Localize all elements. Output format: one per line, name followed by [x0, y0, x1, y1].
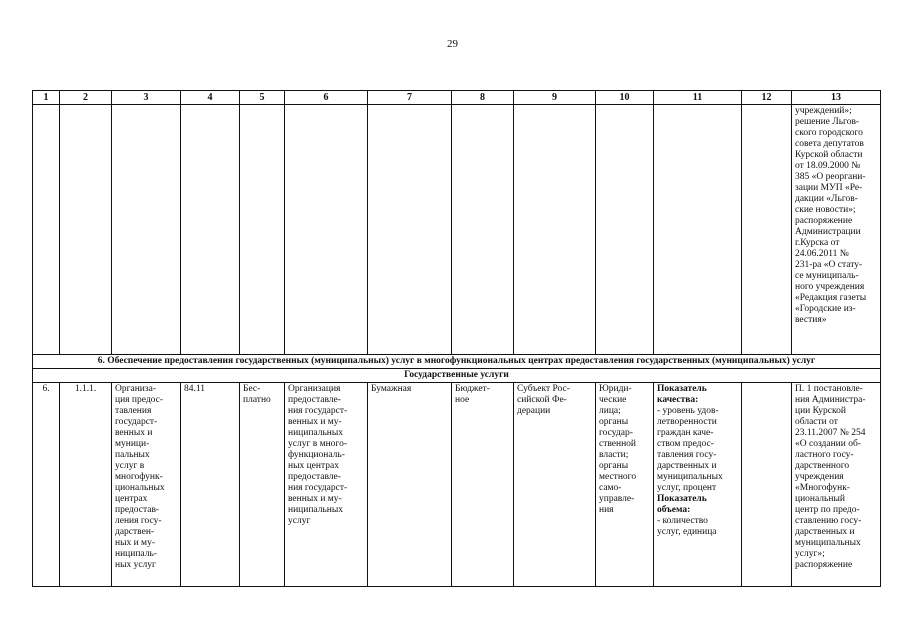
volume-indicator-text: - количество услуг, единица — [657, 516, 717, 537]
column-number: 13 — [792, 91, 881, 105]
table-cell — [240, 105, 285, 355]
section-heading-row — [33, 355, 881, 369]
table-cell — [596, 105, 654, 355]
authority-level — [514, 383, 596, 587]
legal-basis-text: учреждений»; решение Льгов- ского городского совета депутатов Курской области от 18.09.2000 № 385 «О реоргани- зации МУП «Ре- дакции «Льгов- ские новости»; распоряжение Администрации г.Курска от 24.06.2011 № 231-ра «О стату- се муниципаль- ного учреждения «Редакция газеты «Городские из- вестия» — [795, 106, 867, 325]
authority-level-text: Субъект Рос- сийской Фе- дерации — [517, 384, 570, 416]
column-number: 2 — [60, 91, 112, 105]
table-cell — [181, 105, 240, 355]
column-number: 6 — [285, 91, 368, 105]
page-number: 29 — [447, 38, 458, 50]
services-table — [32, 90, 881, 587]
table-cell — [368, 105, 452, 355]
volume-indicator-label: Показатель объема: — [657, 494, 707, 515]
institution-type — [452, 383, 514, 587]
table-cell — [742, 105, 792, 355]
service-content — [285, 383, 368, 587]
continued-row — [33, 105, 881, 355]
table-cell — [33, 105, 60, 355]
service-content-text: Организация предоставле- ния государст- венных и му- ниципальных услуг в много- функциональ- ных центрах предоставле- ния государст- венных и му- ниципальных услуг — [288, 384, 348, 526]
service-form — [368, 383, 452, 587]
institution-type-text: Бюджет- ное — [455, 384, 490, 405]
table-row — [33, 383, 881, 587]
column-number: 5 — [240, 91, 285, 105]
consumer-category-text: Юриди- ческие лица; органы государ- ственной власти; органы местного само- управле- ния — [599, 384, 637, 515]
table-cell — [60, 105, 112, 355]
consumer-category — [596, 383, 654, 587]
subsection-heading-row — [33, 369, 881, 383]
column-number: 11 — [654, 91, 742, 105]
column-number: 8 — [452, 91, 514, 105]
column-number: 3 — [112, 91, 181, 105]
subsection-heading: Государственные услуги — [33, 369, 881, 383]
table-cell — [742, 383, 792, 587]
column-number: 10 — [596, 91, 654, 105]
quality-indicator-label: Показатель качества: — [657, 384, 707, 405]
table-cell — [285, 105, 368, 355]
indicators — [654, 383, 742, 587]
legal-basis-text: П. 1 постановле- ния Администра- ции Курской области от 23.11.2007 № 254 «О создании об- ластного госу- дарственного учреждения «Многофунк- циональный центр по предо- ставлению госу- дарственных и муниципальных услуг»; распоряжение — [795, 384, 866, 570]
row-number — [33, 383, 60, 587]
service-code-text: 1.1.1. — [74, 384, 97, 394]
payment-type — [240, 383, 285, 587]
service-code — [60, 383, 112, 587]
service-name-text: Организа- ция предос- тавления государст- венных и муници- пальных услуг в многофунк- циональных центрах предостав- ления госу- дарствен- ных и му- ниципаль- ных услуг — [115, 384, 165, 570]
column-number: 12 — [742, 91, 792, 105]
service-name — [112, 383, 181, 587]
payment-type-text: Бес- платно — [243, 384, 271, 405]
table-cell — [452, 105, 514, 355]
table-cell — [514, 105, 596, 355]
okved-code — [181, 383, 240, 587]
column-number: 4 — [181, 91, 240, 105]
table-cell — [654, 105, 742, 355]
legal-basis — [792, 383, 881, 587]
okved-code-text: 84.11 — [184, 384, 206, 394]
row-number-text: 6. — [42, 384, 50, 394]
service-form-text: Бумажная — [371, 384, 412, 394]
column-number: 1 — [33, 91, 60, 105]
section-heading: 6. Обеспечение предоставления государственных (муниципальных) услуг в многофункциональных центрах предоставления государственных (муниципальных) услуг — [33, 355, 881, 369]
column-number: 9 — [514, 91, 596, 105]
table-cell — [112, 105, 181, 355]
column-number-row — [33, 91, 881, 105]
column-number: 7 — [368, 91, 452, 105]
quality-indicator-text: - уровень удов- летворенности граждан каче- ством предос- тавления госу- дарственных и муниципальных услуг, процент — [657, 406, 723, 493]
table-cell — [792, 105, 881, 355]
